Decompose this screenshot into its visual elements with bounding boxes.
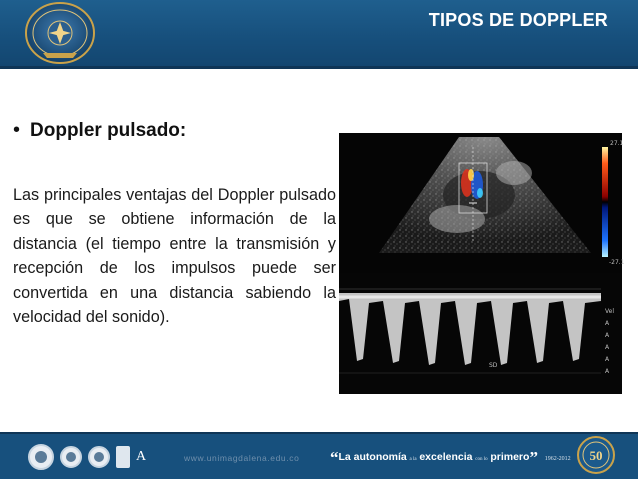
page-title: TIPOS DE DOPPLER (428, 10, 608, 30)
svg-text:A: A (605, 332, 610, 339)
certification-logo-icon (88, 446, 110, 468)
header-divider (0, 66, 638, 69)
svg-text:A: A (605, 368, 610, 375)
bullet-heading: Doppler pulsado: (30, 120, 187, 141)
svg-text:A: A (605, 356, 610, 363)
footer (0, 432, 638, 479)
vel-label: Vel (605, 308, 614, 315)
velocity-scale-bar (602, 147, 608, 257)
svg-text:A: A (605, 320, 610, 327)
globe-logo-icon (28, 444, 54, 470)
bullet-item (13, 119, 186, 142)
bullet-icon: • (13, 119, 21, 141)
document-logo-icon (116, 446, 130, 468)
svg-text:A: A (605, 344, 610, 351)
doppler-ultrasound-image (339, 133, 625, 394)
a-logo-icon: A (136, 449, 147, 464)
university-seal-icon (23, 1, 97, 65)
description-paragraph: Las principales ventajas del Doppler pulsado es que se obtiene información de la distancia (el tiempo entre la transmisión y recepción de los impulsos puede ser convertida en una distancia sabiendo la velocidad del sonido). (13, 186, 336, 327)
footer-divider (0, 432, 638, 434)
footer-slogan: “La autonomía a la excelencia con lo primero” 1962-2012 (330, 448, 571, 467)
accreditation-logos (28, 440, 178, 474)
scale-top-label: 27.1 (610, 140, 624, 147)
anniversary-badge-icon (576, 435, 616, 475)
website-link[interactable]: www.unimagdalena.edu.co (184, 453, 300, 463)
institution-logo-icon (60, 446, 82, 468)
ultrasound-graphic (339, 133, 625, 394)
depth-label: SD (489, 362, 498, 369)
svg-text:50: 50 (589, 448, 603, 463)
header (0, 0, 638, 70)
scale-bottom-label: -27.1 (609, 259, 625, 266)
